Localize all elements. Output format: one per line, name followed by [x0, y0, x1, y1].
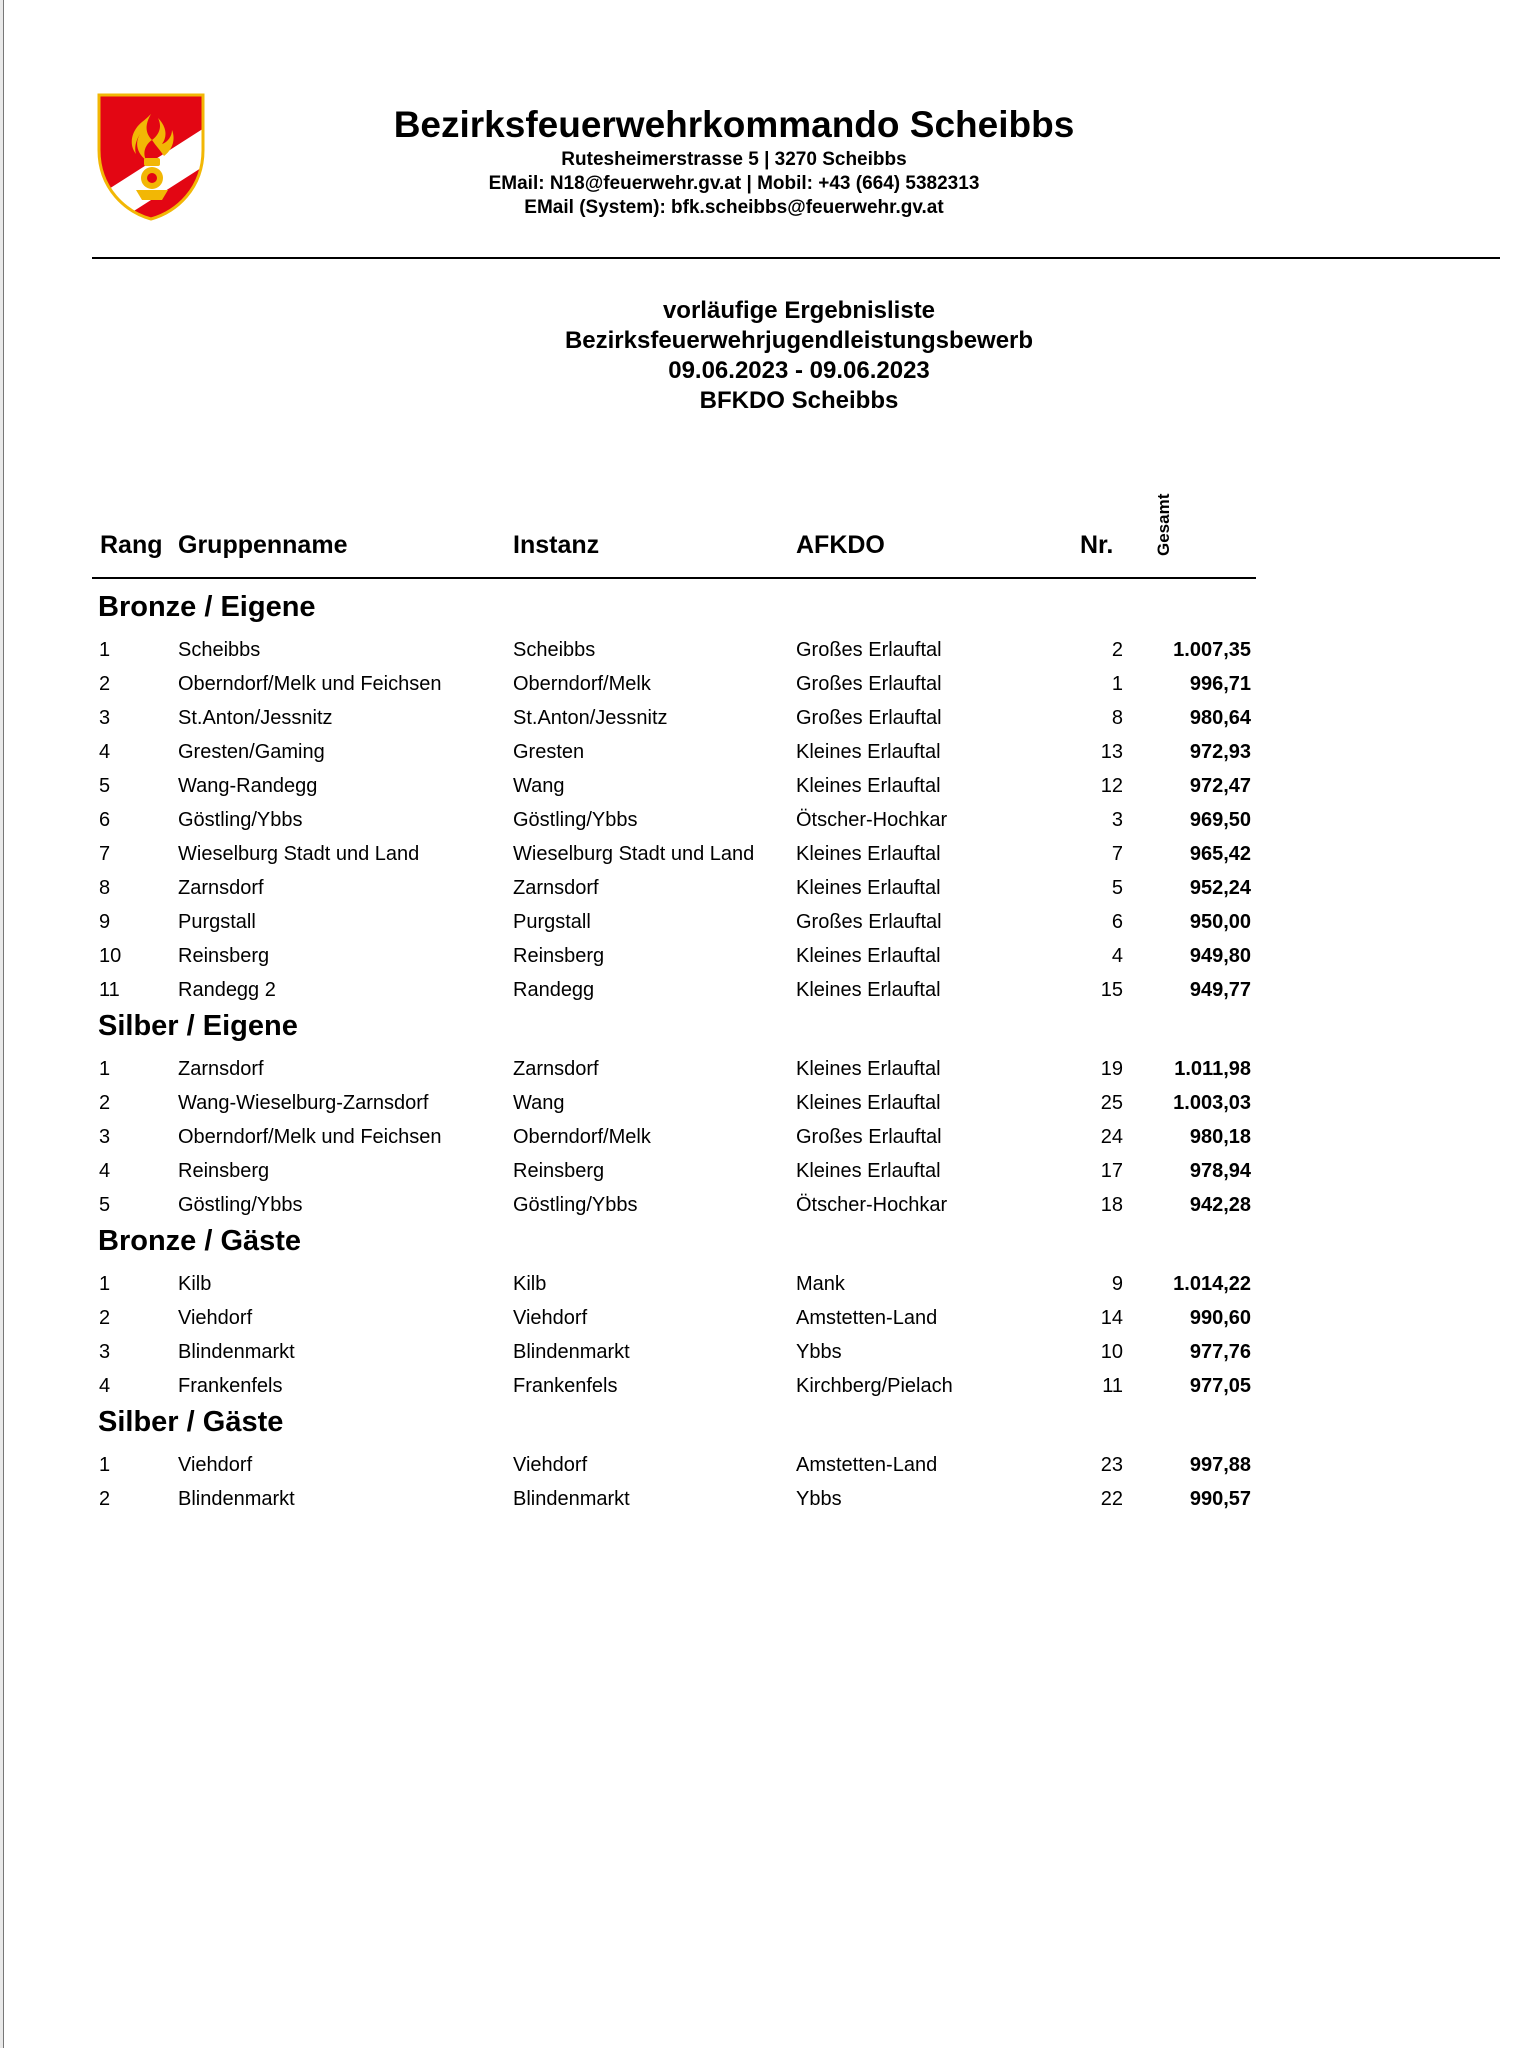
organizer: BFKDO Scheibbs	[699, 387, 899, 414]
afkdo-cell: Ötscher-Hochkar	[796, 809, 948, 831]
rank-cell: 11	[99, 979, 120, 1001]
afkdo-cell: Kleines Erlauftal	[796, 1058, 941, 1080]
nr-cell: 10	[1100, 1341, 1123, 1363]
instance-cell: Viehdorf	[513, 1454, 588, 1476]
instance-cell: Scheibbs	[513, 639, 596, 661]
column-header-group: Gruppenname	[178, 531, 348, 559]
group-name-cell: St.Anton/Jessnitz	[178, 707, 333, 729]
competition-name: Bezirksfeuerwehrjugendleistungsbewerb	[564, 327, 1034, 354]
group-name-cell: Zarnsdorf	[178, 877, 264, 899]
document-page	[3, 0, 1521, 2048]
total-score-cell: 952,24	[1189, 877, 1251, 899]
table-row	[98, 973, 1258, 1007]
instance-cell: Oberndorf/Melk	[513, 1126, 651, 1148]
total-score-cell: 980,64	[1189, 707, 1251, 729]
afkdo-cell: Kleines Erlauftal	[796, 1160, 941, 1182]
nr-cell: 1	[1111, 673, 1123, 695]
fire-brigade-emblem-icon	[96, 92, 206, 222]
contact-line: EMail: N18@feuerwehr.gv.at | Mobil: +43 (664) 5382313	[488, 173, 980, 194]
system-email-line: EMail (System): bfk.scheibbs@feuerwehr.gv.at	[524, 197, 944, 218]
column-header-total: Gesamt	[1154, 493, 1173, 556]
table-row	[98, 1369, 1258, 1403]
afkdo-cell: Amstetten-Land	[796, 1454, 938, 1476]
date-range: 09.06.2023 - 09.06.2023	[668, 357, 930, 384]
nr-cell: 9	[1111, 1273, 1123, 1295]
group-name-cell: Blindenmarkt	[178, 1488, 295, 1510]
total-score-cell: 1.011,98	[1174, 1058, 1251, 1080]
report-title-block	[404, 296, 1194, 416]
total-score-cell: 972,93	[1189, 741, 1251, 763]
table-row	[98, 939, 1258, 973]
afkdo-cell: Kleines Erlauftal	[796, 979, 941, 1001]
instance-cell: Göstling/Ybbs	[513, 809, 638, 831]
nr-cell: 8	[1111, 707, 1123, 729]
header-block	[264, 100, 1204, 220]
group-name-cell: Göstling/Ybbs	[178, 1194, 303, 1216]
rank-cell: 1	[99, 639, 111, 661]
afkdo-cell: Kleines Erlauftal	[796, 741, 941, 763]
afkdo-cell: Großes Erlauftal	[796, 911, 942, 933]
table-row	[98, 1335, 1258, 1369]
group-name-cell: Wieselburg Stadt und Land	[178, 843, 420, 865]
afkdo-cell: Großes Erlauftal	[796, 673, 942, 695]
table-row	[98, 1120, 1258, 1154]
instance-cell: Randegg	[513, 979, 595, 1001]
nr-cell: 12	[1100, 775, 1123, 797]
group-name-cell: Göstling/Ybbs	[178, 809, 303, 831]
table-row	[98, 803, 1258, 837]
nr-cell: 17	[1100, 1160, 1123, 1182]
table-row	[98, 1482, 1258, 1516]
table-row	[98, 667, 1258, 701]
total-score-cell: 965,42	[1189, 843, 1251, 865]
instance-cell: Blindenmarkt	[513, 1341, 630, 1363]
instance-cell: St.Anton/Jessnitz	[513, 707, 668, 729]
afkdo-cell: Großes Erlauftal	[796, 707, 942, 729]
afkdo-cell: Großes Erlauftal	[796, 1126, 942, 1148]
nr-cell: 15	[1100, 979, 1123, 1001]
total-score-cell: 949,80	[1189, 945, 1251, 967]
column-header-afkdo: AFKDO	[796, 531, 885, 559]
afkdo-cell: Mank	[796, 1273, 845, 1295]
total-score-cell: 977,76	[1189, 1341, 1251, 1363]
instance-cell: Viehdorf	[513, 1307, 588, 1329]
rank-cell: 3	[99, 1341, 111, 1363]
group-name-cell: Viehdorf	[178, 1307, 253, 1329]
total-score-cell: 978,94	[1189, 1160, 1251, 1182]
nr-cell: 7	[1111, 843, 1123, 865]
table-row	[98, 837, 1258, 871]
rank-cell: 4	[99, 1375, 111, 1397]
total-score-cell: 1.014,22	[1173, 1273, 1251, 1295]
instance-cell: Reinsberg	[513, 1160, 605, 1182]
table-row	[98, 1086, 1258, 1120]
group-name-cell: Randegg 2	[178, 979, 276, 1001]
column-header-nr: Nr.	[1080, 531, 1114, 559]
instance-cell: Blindenmarkt	[513, 1488, 630, 1510]
nr-cell: 3	[1111, 809, 1123, 831]
group-name-cell: Scheibbs	[178, 639, 261, 661]
results-table	[98, 588, 1258, 1516]
nr-cell: 6	[1111, 911, 1123, 933]
nr-cell: 23	[1100, 1454, 1123, 1476]
column-header-instance: Instanz	[513, 531, 600, 559]
table-row	[98, 633, 1258, 667]
rank-cell: 7	[99, 843, 111, 865]
address-line: Rutesheimerstrasse 5 | 3270 Scheibbs	[561, 149, 907, 170]
afkdo-cell: Kleines Erlauftal	[796, 775, 941, 797]
rank-cell: 1	[99, 1454, 111, 1476]
total-score-cell: 990,60	[1189, 1307, 1251, 1329]
rank-cell: 3	[99, 707, 111, 729]
table-row	[98, 1448, 1258, 1482]
nr-cell: 13	[1100, 741, 1123, 763]
instance-cell: Reinsberg	[513, 945, 605, 967]
group-name-cell: Kilb	[178, 1273, 212, 1295]
group-name-cell: Viehdorf	[178, 1454, 253, 1476]
total-score-cell: 977,05	[1189, 1375, 1251, 1397]
afkdo-cell: Kirchberg/Pielach	[796, 1375, 953, 1397]
table-row	[98, 735, 1258, 769]
instance-cell: Wang	[513, 1092, 565, 1114]
rank-cell: 9	[99, 911, 111, 933]
nr-cell: 4	[1111, 945, 1123, 967]
nr-cell: 2	[1111, 639, 1123, 661]
afkdo-cell: Amstetten-Land	[796, 1307, 938, 1329]
afkdo-cell: Kleines Erlauftal	[796, 877, 941, 899]
table-row	[98, 905, 1258, 939]
header-divider	[92, 257, 1500, 259]
group-name-cell: Wang-Randegg	[178, 775, 318, 797]
rank-cell: 10	[99, 945, 122, 967]
rank-cell: 2	[99, 673, 111, 695]
result-section	[98, 1403, 1258, 1516]
rank-cell: 4	[99, 1160, 111, 1182]
group-name-cell: Gresten/Gaming	[178, 741, 325, 763]
group-name-cell: Wang-Wieselburg-Zarnsdorf	[178, 1092, 429, 1114]
nr-cell: 11	[1102, 1375, 1123, 1397]
group-name-cell: Oberndorf/Melk und Feichsen	[178, 1126, 442, 1148]
instance-cell: Frankenfels	[513, 1375, 618, 1397]
result-section	[98, 588, 1258, 1007]
total-score-cell: 996,71	[1189, 673, 1251, 695]
instance-cell: Göstling/Ybbs	[513, 1194, 638, 1216]
section-title: Silber / Gäste	[98, 1406, 284, 1438]
instance-cell: Wieselburg Stadt und Land	[513, 843, 755, 865]
report-status: vorläufige Ergebnisliste	[662, 297, 936, 324]
rank-cell: 2	[99, 1092, 111, 1114]
total-score-cell: 942,28	[1189, 1194, 1251, 1216]
rank-cell: 2	[99, 1307, 111, 1329]
nr-cell: 14	[1100, 1307, 1123, 1329]
total-score-cell: 997,88	[1189, 1454, 1251, 1476]
table-row	[98, 1154, 1258, 1188]
afkdo-cell: Kleines Erlauftal	[796, 945, 941, 967]
nr-cell: 24	[1100, 1126, 1123, 1148]
group-name-cell: Blindenmarkt	[178, 1341, 295, 1363]
total-score-cell: 1.003,03	[1173, 1092, 1251, 1114]
rank-cell: 4	[99, 741, 111, 763]
rank-cell: 3	[99, 1126, 111, 1148]
result-section	[98, 1007, 1258, 1222]
total-score-cell: 980,18	[1189, 1126, 1251, 1148]
instance-cell: Zarnsdorf	[513, 1058, 599, 1080]
instance-cell: Kilb	[513, 1273, 547, 1295]
section-title: Silber / Eigene	[98, 1010, 298, 1042]
nr-cell: 25	[1100, 1092, 1123, 1114]
group-name-cell: Zarnsdorf	[178, 1058, 264, 1080]
rank-cell: 1	[99, 1058, 111, 1080]
group-name-cell: Purgstall	[178, 911, 256, 933]
rank-cell: 1	[99, 1273, 111, 1295]
rank-cell: 6	[99, 809, 111, 831]
table-row	[98, 769, 1258, 803]
group-name-cell: Frankenfels	[178, 1375, 283, 1397]
instance-cell: Purgstall	[513, 911, 591, 933]
nr-cell: 5	[1111, 877, 1123, 899]
nr-cell: 19	[1100, 1058, 1123, 1080]
afkdo-cell: Ybbs	[796, 1341, 842, 1363]
section-title: Bronze / Gäste	[98, 1225, 302, 1257]
table-header-divider	[92, 577, 1256, 579]
organization-title: Bezirksfeuerwehrkommando Scheibbs	[393, 104, 1075, 145]
group-name-cell: Reinsberg	[178, 1160, 270, 1182]
total-score-cell: 1.007,35	[1173, 639, 1251, 661]
result-section	[98, 1222, 1258, 1403]
afkdo-cell: Kleines Erlauftal	[796, 843, 941, 865]
afkdo-cell: Ybbs	[796, 1488, 842, 1510]
rank-cell: 5	[99, 775, 111, 797]
table-row	[98, 1267, 1258, 1301]
total-score-cell: 950,00	[1189, 911, 1251, 933]
section-title: Bronze / Eigene	[98, 591, 316, 623]
table-row	[98, 871, 1258, 905]
total-score-cell: 949,77	[1189, 979, 1251, 1001]
table-row	[98, 701, 1258, 735]
instance-cell: Oberndorf/Melk	[513, 673, 651, 695]
afkdo-cell: Kleines Erlauftal	[796, 1092, 941, 1114]
afkdo-cell: Ötscher-Hochkar	[796, 1194, 948, 1216]
group-name-cell: Oberndorf/Melk und Feichsen	[178, 673, 442, 695]
group-name-cell: Reinsberg	[178, 945, 270, 967]
table-row	[98, 1301, 1258, 1335]
nr-cell: 22	[1100, 1488, 1123, 1510]
column-header-rank: Rang	[100, 531, 163, 559]
total-score-cell: 990,57	[1189, 1488, 1251, 1510]
rank-cell: 2	[99, 1488, 111, 1510]
table-row	[98, 1188, 1258, 1222]
total-score-cell: 969,50	[1189, 809, 1251, 831]
afkdo-cell: Großes Erlauftal	[796, 639, 942, 661]
table-row	[98, 1052, 1258, 1086]
instance-cell: Wang	[513, 775, 565, 797]
rank-cell: 8	[99, 877, 111, 899]
total-score-cell: 972,47	[1189, 775, 1251, 797]
instance-cell: Gresten	[513, 741, 585, 763]
nr-cell: 18	[1100, 1194, 1123, 1216]
instance-cell: Zarnsdorf	[513, 877, 599, 899]
rank-cell: 5	[99, 1194, 111, 1216]
